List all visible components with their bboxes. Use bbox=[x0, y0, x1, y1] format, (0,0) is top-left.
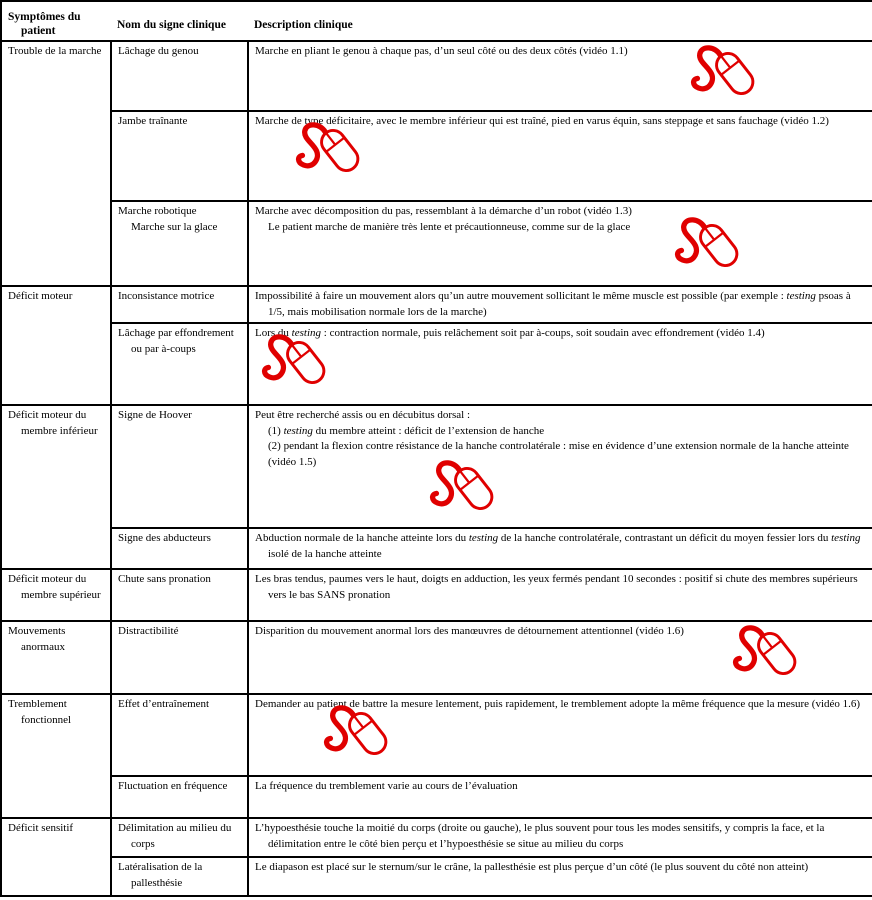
table-body bbox=[1, 41, 872, 896]
sign-cell bbox=[111, 528, 248, 569]
description-line: Peut être recherché assis ou en décubitus dorsal : bbox=[255, 409, 471, 421]
table-row bbox=[1, 323, 872, 405]
mouse-video-icon[interactable] bbox=[672, 217, 744, 274]
sign-label: Lâchage du genou bbox=[118, 45, 199, 57]
symptom-cell bbox=[1, 405, 111, 569]
description-line: Marche en pliant le genou à chaque pas, d’un seul côté ou des deux côtés (vidéo 1.1) bbox=[255, 45, 628, 57]
symptom-cell bbox=[1, 286, 111, 405]
table-row bbox=[1, 111, 872, 201]
sign-cell bbox=[111, 694, 248, 776]
description-line: Impossibilité à faire un mouvement alors qu’un autre mouvement sollicitant le même muscle est possible (par exemple : testing psoas à 1/5, mais mobilisation normale lors de la marche) bbox=[255, 290, 851, 318]
table-row bbox=[1, 694, 872, 776]
description-line: Marche avec décomposition du pas, ressemblant à la démarche d’un robot (vidéo 1.3) bbox=[255, 205, 632, 217]
description-line: Le patient marche de manière très lente et précautionneuse, comme sur de la glace bbox=[268, 220, 631, 233]
description-cell bbox=[248, 776, 872, 818]
header-description: Description clinique bbox=[248, 1, 872, 41]
table-row bbox=[1, 201, 872, 286]
mouse-body bbox=[345, 708, 391, 757]
sign-cell bbox=[111, 405, 248, 528]
description-line: Le diapason est placé sur le sternum/sur le crâne, la pallesthésie est plus perçue d’un côté (le plus souvent du côté non atteint) bbox=[255, 861, 809, 873]
mouse-body bbox=[317, 125, 363, 174]
symptom-label: Déficit moteur du membre inférieur bbox=[8, 409, 98, 437]
description-line: Abduction normale de la hanche atteinte lors du testing de la hanche controlatérale, contrastant un déficit du moyen fessier lors du testing isolé de la hanche atteinte bbox=[255, 532, 861, 560]
description-line: La fréquence du tremblement varie au cours de l’évaluation bbox=[255, 780, 518, 792]
description-line: Disparition du mouvement anormal lors des manœuvres de détournement attentionnel (vidéo 1.6) bbox=[255, 625, 684, 637]
description-cell bbox=[248, 41, 872, 111]
sign-label: Distractibilité bbox=[118, 625, 179, 637]
sign-label: Fluctuation en fréquence bbox=[118, 780, 228, 792]
mouse-body bbox=[283, 337, 329, 386]
description-cell bbox=[248, 286, 872, 323]
sign-cell bbox=[111, 41, 248, 111]
description-line: (2) pendant la flexion contre résistance de la hanche controlatérale : mise en évidence d’une extension normale de la hanche atteinte (vidéo 1.5) bbox=[268, 440, 849, 468]
description-cell bbox=[248, 694, 872, 776]
description-line: Marche de type déficitaire, avec le membre inférieur qui est traîné, pied en varus équin, sans steppage et sans fauchage (vidéo 1.2) bbox=[255, 115, 829, 127]
table-row bbox=[1, 286, 872, 323]
description-cell bbox=[248, 528, 872, 569]
mouse-body bbox=[754, 629, 800, 678]
sign-cell bbox=[111, 201, 248, 286]
table-row bbox=[1, 41, 872, 111]
sign-label: Marche sur la glace bbox=[131, 220, 218, 233]
sign-cell bbox=[111, 111, 248, 201]
sign-label: Inconsistance motrice bbox=[118, 290, 215, 302]
mouse-video-icon[interactable] bbox=[730, 625, 802, 682]
sign-cell bbox=[111, 569, 248, 621]
sign-label: Délimitation au milieu du corps bbox=[118, 822, 232, 850]
mouse-video-icon[interactable] bbox=[427, 460, 867, 517]
mouse-video-icon[interactable] bbox=[259, 334, 867, 391]
symptom-cell bbox=[1, 818, 111, 896]
sign-label: Lâchage par effondrement ou par à-coups bbox=[118, 327, 234, 355]
description-cell bbox=[248, 323, 872, 405]
description-line: Les bras tendus, paumes vers le haut, doigts en adduction, les yeux fermés pendant 10 secondes : positif si chute des membres supérieurs vers le bas SANS pronation bbox=[255, 573, 858, 601]
table-row bbox=[1, 621, 872, 694]
description-line: Lors du testing : contraction normale, puis relâchement soit par à-coups, soit soudain avec effondrement (vidéo 1.4) bbox=[255, 327, 765, 339]
mouse-body bbox=[451, 464, 497, 513]
mouse-body bbox=[696, 221, 742, 270]
symptom-label: Trouble de la marche bbox=[8, 45, 102, 57]
table-row bbox=[1, 857, 872, 896]
description-cell bbox=[248, 405, 872, 528]
header-sign: Nom du signe clinique bbox=[111, 1, 248, 41]
symptom-cell bbox=[1, 569, 111, 621]
symptom-label: Mouvements anormaux bbox=[8, 625, 66, 653]
table-row bbox=[1, 818, 872, 857]
description-line: L’hypoesthésie touche la moitié du corps (droite ou gauche), le plus souvent pour tous les modes sensitifs, y compris la face, et la délimitation entre le côté bien perçu et l’hypoesthésie se situe au milieu du corps bbox=[255, 822, 825, 850]
sign-cell bbox=[111, 286, 248, 323]
description-line: Demander au patient de battre la mesure lentement, puis rapidement, le tremblement adopte la même fréquence que la mesure (vidéo 1.6) bbox=[255, 698, 861, 710]
mouse-body bbox=[712, 49, 758, 98]
sign-cell bbox=[111, 776, 248, 818]
header-symptom: Symptômes du patient bbox=[1, 1, 111, 41]
sign-label: Latéralisation de la pallesthésie bbox=[118, 861, 203, 889]
sign-cell bbox=[111, 323, 248, 405]
symptom-label: Déficit moteur du membre supérieur bbox=[8, 573, 101, 601]
sign-label: Effet d’entraînement bbox=[118, 698, 210, 710]
sign-cell bbox=[111, 857, 248, 896]
sign-label: Signe de Hoover bbox=[118, 409, 192, 421]
table-row bbox=[1, 569, 872, 621]
sign-label: Chute sans pronation bbox=[118, 573, 211, 585]
symptom-cell bbox=[1, 694, 111, 818]
symptom-label: Déficit moteur bbox=[8, 290, 73, 302]
description-cell bbox=[248, 569, 872, 621]
sign-label: Marche robotique bbox=[118, 205, 197, 217]
table-row bbox=[1, 528, 872, 569]
sign-cell bbox=[111, 818, 248, 857]
description-cell bbox=[248, 857, 872, 896]
description-cell bbox=[248, 818, 872, 857]
symptom-label: Déficit sensitif bbox=[8, 822, 74, 834]
symptom-cell bbox=[1, 621, 111, 694]
mouse-video-icon[interactable] bbox=[688, 45, 760, 102]
sign-label: Jambe traînante bbox=[118, 115, 188, 127]
table-row bbox=[1, 405, 872, 528]
sign-cell bbox=[111, 621, 248, 694]
symptom-label: Tremblement fonctionnel bbox=[8, 698, 72, 726]
description-cell bbox=[248, 111, 872, 201]
mouse-video-icon[interactable] bbox=[321, 705, 867, 762]
mouse-video-icon[interactable] bbox=[293, 122, 867, 179]
symptom-cell bbox=[1, 41, 111, 286]
description-cell bbox=[248, 621, 872, 694]
sign-label: Signe des abducteurs bbox=[118, 532, 211, 544]
description-line: (1) testing du membre atteint : déficit de l’extension de hanche bbox=[268, 424, 545, 437]
description-cell bbox=[248, 201, 872, 286]
table-header bbox=[1, 1, 872, 41]
table-row bbox=[1, 776, 872, 818]
